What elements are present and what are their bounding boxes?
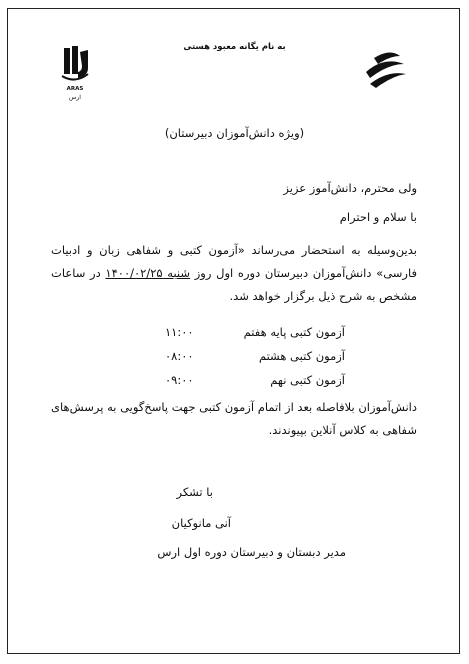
exam-name: آزمون کتبی نهم: [270, 373, 345, 387]
exam-name: آزمون کتبی پایه هفتم: [243, 325, 345, 339]
salutation: با سلام و احترام: [339, 210, 417, 224]
logo-caption: ARAS: [66, 86, 84, 92]
emblem-logo-icon: [360, 50, 410, 90]
greeting: ولی محترم، دانش‌آموز عزیز: [283, 181, 417, 195]
page-heading: به نام یگانه معبود هستی: [183, 42, 286, 52]
paragraph-text-1: بدین‌وسیله به استحضار می‌رساند «آزمون کتبی و شفاهی زبان و ادبیات فارسی» دانش‌آموزان دبیرستان دوره اول روز: [51, 243, 417, 280]
logo-caption-fa: ارس: [69, 94, 81, 101]
exam-time: ۰۸:۰۰: [165, 349, 194, 363]
exam-name: آزمون کتبی هشتم: [258, 349, 345, 363]
paragraph-text-2: در ساعات مشخص به شرح ذیل برگزار خواهد شد.: [51, 266, 417, 303]
exam-time: ۱۱:۰۰: [165, 325, 194, 339]
document-title: (ویژه دانش‌آموزان دبیرستان): [164, 126, 305, 140]
exam-time: ۰۹:۰۰: [165, 373, 194, 387]
signer-role: مدیر دبستان و دبیرستان دوره اول ارس: [157, 545, 346, 559]
school-logo-icon: [60, 46, 90, 102]
exam-row: [165, 349, 345, 365]
exam-row: [165, 325, 345, 341]
exam-row: [165, 373, 345, 389]
signer-name: آنی مانوکیان: [171, 516, 231, 530]
announcement-paragraph: [51, 239, 417, 308]
exam-date: شنبه ۱۴۰۰/۰۲/۲۵: [105, 266, 191, 280]
closing: با تشکر: [176, 485, 213, 499]
instruction-paragraph: دانش‌آموزان بلافاصله بعد از اتمام آزمون کتبی جهت پاسخ‌گویی به پرسش‌های شفاهی به کلاس آنلاین بپیوندند.: [51, 400, 417, 437]
